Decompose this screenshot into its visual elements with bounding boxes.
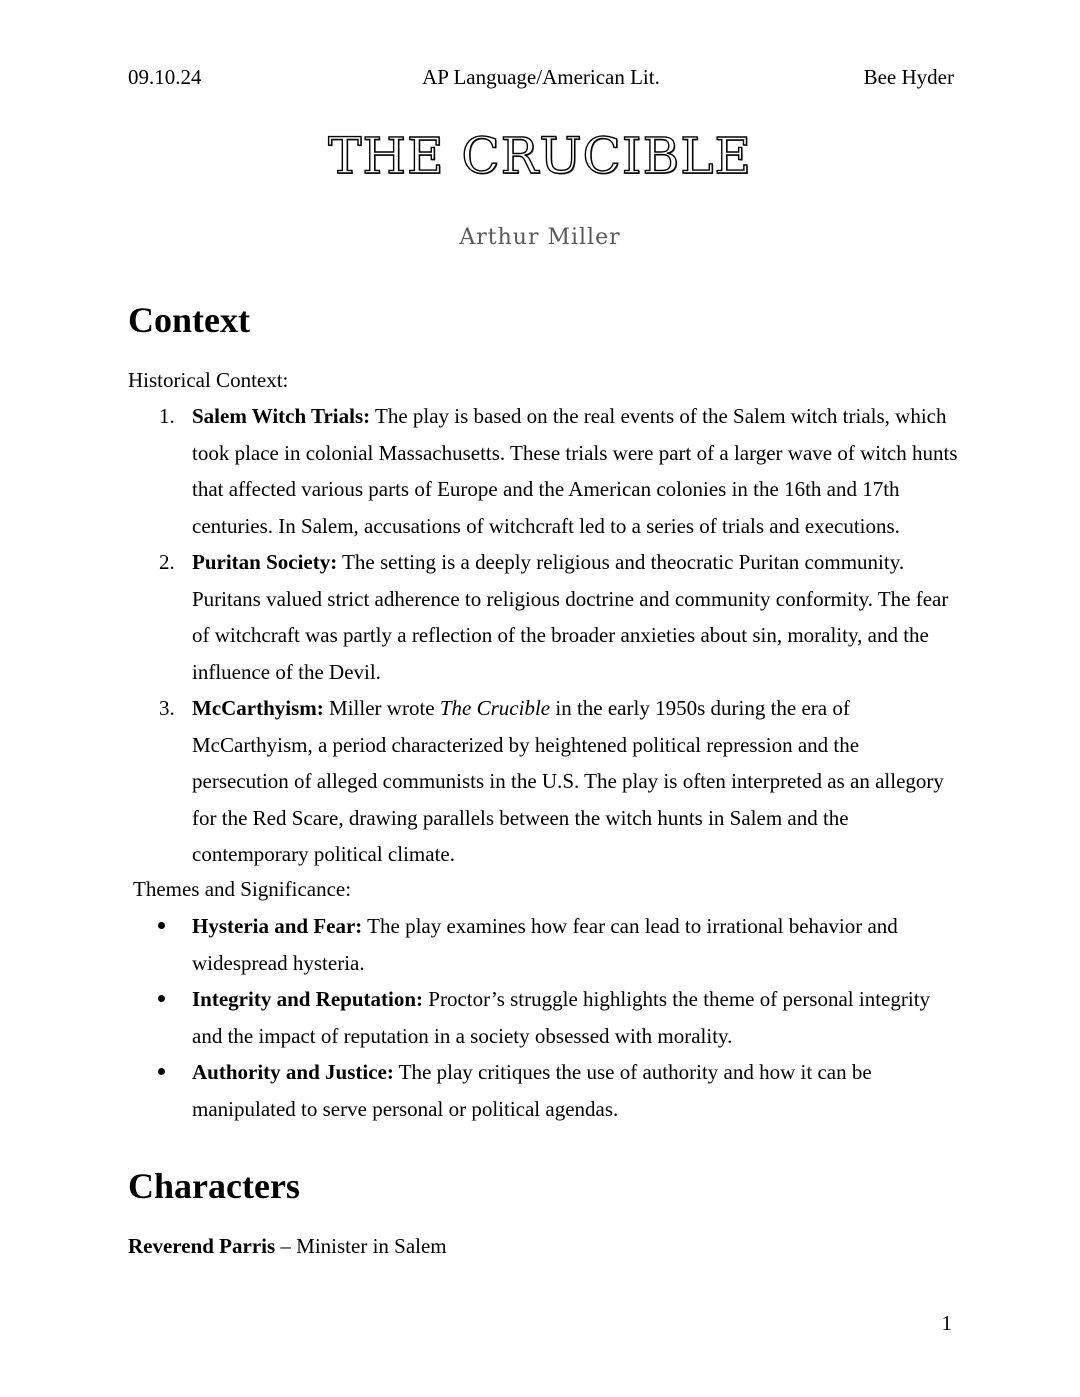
themes-list [128,908,958,1127]
character-description: Minister in Salem [296,1234,447,1258]
list-number: 3. [159,696,175,720]
item-text: The setting is a deeply religious and theocratic Puritan community. Puritans valued strict adherence to religious doctrine and community conformity. The fear of witchcraft was partly a reflection of the broader anxieties about sin, morality, and the influence of the Devil. [192,550,949,684]
item-term: Salem Witch Trials: [192,404,371,428]
bullet-icon [158,922,165,929]
item-term: Integrity and Reputation: [192,987,424,1011]
list-item [128,981,958,1054]
item-term: Hysteria and Fear: [192,914,363,938]
historical-context-label: Historical Context: [128,368,289,392]
document-title: THE CRUCIBLE [328,127,752,185]
list-item [128,544,958,690]
item-text: Proctor’s struggle highlights the theme of personal integrity and the impact of reputation in a society obsessed with morality. [192,987,931,1048]
item-term: Authority and Justice: [192,1060,394,1084]
section-heading-context: Context [128,300,250,340]
list-item [128,398,958,544]
page-number: 1 [941,1311,952,1335]
item-text: The play examines how fear can lead to irrational behavior and widespread hysteria. [192,914,898,975]
header-course: AP Language/American Lit. [422,65,660,89]
list-number: 2. [159,550,175,574]
historical-context-list [128,398,958,873]
item-text: in the early 1950s during the era of McCarthyism, a period characterized by heightened political repression and the persecution of alleged communists in the U.S. The play is often interpreted as an allegory for the Red Scare, drawing parallels between the witch hunts in Salem and the contemporary political climate. [192,696,944,866]
item-text: The play is based on the real events of the Salem witch trials, which took place in colonial Massachusetts. These trials were part of a larger wave of witch hunts that affected various parts of Europe and the American colonies in the 16th and 17th centuries. In Salem, accusations of witchcraft led to a series of trials and executions. [192,404,958,538]
item-text: Miller wrote [323,696,440,720]
character-separator: – [275,1234,297,1258]
item-term: McCarthyism: [192,696,324,720]
document-subtitle-author: Arthur Miller [459,225,621,250]
list-item [128,1054,958,1127]
list-item [128,908,958,981]
themes-label: Themes and Significance: [133,877,352,901]
bullet-icon [158,1068,165,1075]
header-date: 09.10.24 [128,65,202,89]
list-number: 1. [159,404,175,428]
character-name: Reverend Parris [128,1234,276,1258]
running-header [128,62,954,92]
item-italic-title: The Crucible [439,696,551,720]
character-entry [128,1228,447,1264]
item-term: Puritan Society: [192,550,338,574]
bullet-icon [158,995,165,1002]
header-author-name: Bee Hyder [863,65,954,89]
list-item [128,690,958,873]
item-text: The play critiques the use of authority and how it can be manipulated to serve personal or political agendas. [192,1060,872,1121]
section-heading-characters: Characters [128,1166,300,1206]
